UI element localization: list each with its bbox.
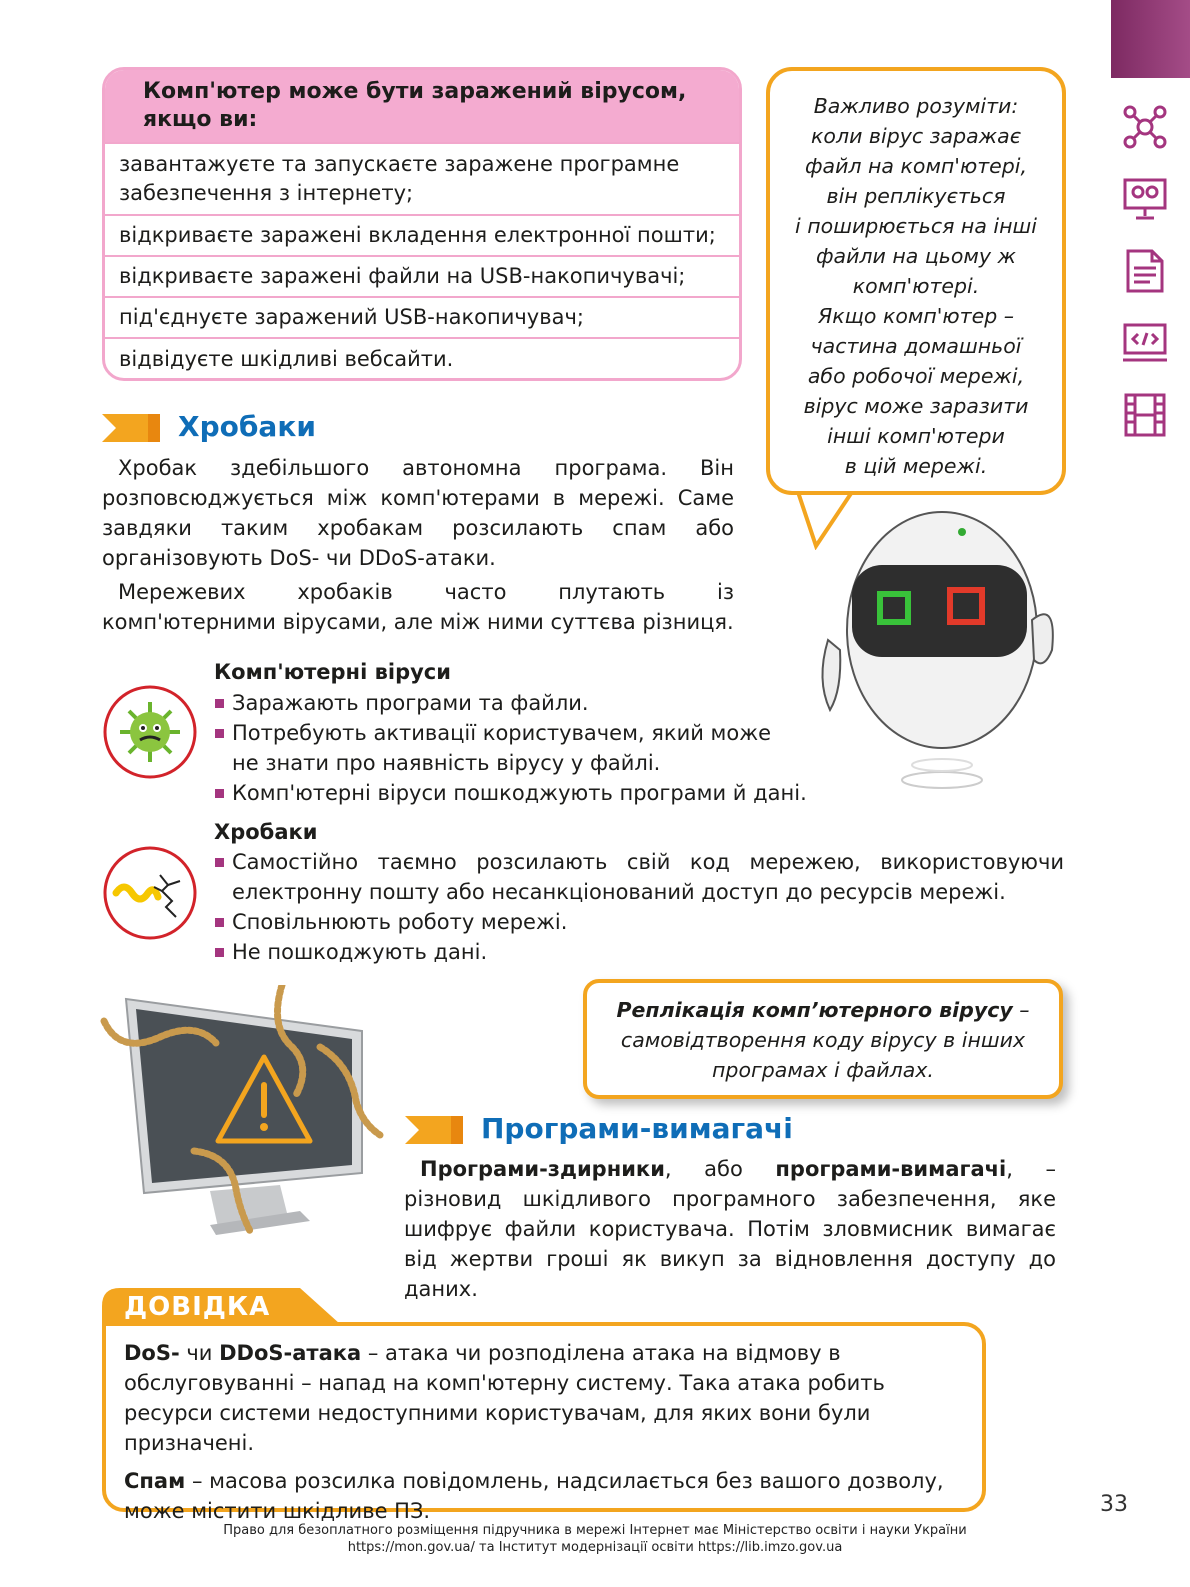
ransomware-text: , – різновид шкідливого програмного забезпечення, яке шифрує файли користувача. Потім зловмисник вимагає від жертви гроші як викуп за відновлення доступу до даних. (404, 1157, 1056, 1301)
ransomware-connector: , або (664, 1157, 776, 1181)
worms-list (214, 847, 1064, 967)
infection-heading (105, 70, 739, 142)
section-flag-icon (405, 1116, 463, 1144)
worms-paragraph: Мережевих хробаків часто плутають із комп'ютерними вірусами, але між ними суттєва різниця. (102, 580, 734, 634)
list-item: Сповільнюють роботу мережі. (214, 907, 1064, 937)
list-item: Потребують активації користувачем, який може не знати про наявність вірусу у файлі. (214, 718, 774, 778)
bubble-line: в цій мережі. (844, 454, 988, 478)
bubble-line: файл на комп'ютері, (805, 154, 1027, 178)
reference-entry (124, 1338, 966, 1458)
list-item: Комп'ютерні віруси пошкоджують програми й дані. (214, 778, 774, 808)
reference-term: DDoS-атака (219, 1341, 362, 1365)
bubble-line: інші комп'ютери (827, 424, 1005, 448)
reference-term: DoS- (124, 1341, 180, 1365)
reference-definition: – масова розсилка повідомлень, надсилається без вашого дозволу, може містити шкідливе ПЗ. (124, 1469, 944, 1523)
worms-paragraph: Хробак здебільшого автономна програма. Він розповсюджується між комп'ютерами в мережі. Саме завдяки таким хробакам розсилають спам або організовують DoS- чи DDoS-атаки. (102, 456, 734, 570)
bubble-line: або робочої мережі, (807, 364, 1025, 388)
infection-row-text: відкриваєте заражені вкладення електронної пошти; (119, 223, 716, 247)
infection-row-text: відвідуєте шкідливі вебсайти. (119, 347, 454, 371)
chapter-tab (1111, 0, 1190, 78)
viruses-list-title: Комп'ютерні віруси (214, 660, 451, 684)
bubble-line: і поширюється на інші (795, 214, 1037, 238)
video-icon[interactable] (1122, 392, 1168, 438)
section-flag-icon (102, 414, 160, 442)
reference-term: Спам (124, 1469, 186, 1493)
infection-heading-line: якщо ви: (143, 107, 258, 132)
footer-line: https://mon.gov.ua/ та Інститут модернізації освіти https://lib.imzo.gov.ua (347, 1540, 843, 1555)
infection-heading-line: Комп'ютер може бути заражений вірусом, (143, 79, 687, 104)
worm-icon (102, 845, 198, 941)
reference-definition: – атака чи розподілена атака на відмову в обслуговуванні – напад на комп'ютерну систему. Така атака робить ресурси системи недоступними користувачам, для яких вони були призначені. (124, 1341, 885, 1455)
viruses-list (214, 688, 807, 808)
ransomware-term: Програми-здирники (420, 1157, 665, 1181)
definition-box (583, 979, 1063, 1099)
reference-tab-label: ДОВІДКА (124, 1292, 271, 1322)
infection-row-text: завантажуєте та запускаєте заражене програмне забезпечення з інтернету; (119, 152, 680, 205)
reference-connector: чи (179, 1341, 220, 1365)
bubble-line: вірус може заразити (803, 394, 1029, 418)
bubble-line: Важливо розуміти: (813, 94, 1019, 118)
bubble-line: частина домашньої (810, 334, 1022, 358)
document-icon[interactable] (1122, 248, 1168, 294)
list-item: Заражають програми та файли. (214, 688, 774, 718)
virus-icon (102, 684, 198, 780)
infection-row (105, 214, 739, 255)
infection-row (105, 142, 739, 214)
network-icon[interactable] (1122, 104, 1168, 150)
infection-row-text: під'єднуєте заражений USB-накопичувач; (119, 305, 584, 329)
reference-box (102, 1322, 986, 1523)
section-title-ransomware: Програми-вимагачі (481, 1112, 793, 1145)
important-speech-bubble (766, 67, 1066, 495)
code-icon[interactable] (1122, 320, 1168, 366)
infection-row (105, 296, 739, 337)
infection-row-text: відкриваєте заражені файли на USB-накопичувачі; (119, 264, 686, 288)
robot-illustration (812, 510, 1072, 790)
infected-monitor-illustration (100, 985, 390, 1235)
page-number: 33 (1100, 1492, 1128, 1517)
infection-row (105, 255, 739, 296)
ransomware-paragraph (404, 1154, 1056, 1304)
footer-line: Право для безоплатного розміщення підручника в мережі Інтернет має Міністерство освіти і науки України (223, 1523, 967, 1538)
worms-list-title: Хробаки (214, 820, 318, 844)
reference-entry (124, 1466, 966, 1526)
bubble-line: Якщо комп'ютер – (817, 304, 1014, 328)
definition-text: самовідтворення коду вірусу в інших (620, 1028, 1026, 1052)
list-item: Самостійно таємно розсилають свій код мережею, використовуючи електронну пошту або несанкціонований доступ до ресурсів мережі. (214, 847, 1064, 907)
definition-dash: – (1012, 998, 1030, 1022)
section-title-worms: Хробаки (178, 410, 316, 443)
list-item: Не пошкоджують дані. (214, 937, 1064, 967)
bubble-line: коли вірус заражає (811, 124, 1021, 148)
presentation-icon[interactable] (1122, 176, 1168, 222)
definition-term: Реплікація комп’ютерного вірусу (616, 998, 1013, 1022)
ransomware-term: програми-вимагачі (775, 1157, 1007, 1181)
bubble-line: він реплікується (826, 184, 1006, 208)
definition-text: програмах і файлах. (712, 1058, 934, 1082)
infection-causes-box (102, 67, 742, 381)
bubble-line: файли на цьому ж (816, 244, 1016, 268)
infection-row (105, 337, 739, 380)
bubble-line: комп'ютері. (852, 274, 980, 298)
